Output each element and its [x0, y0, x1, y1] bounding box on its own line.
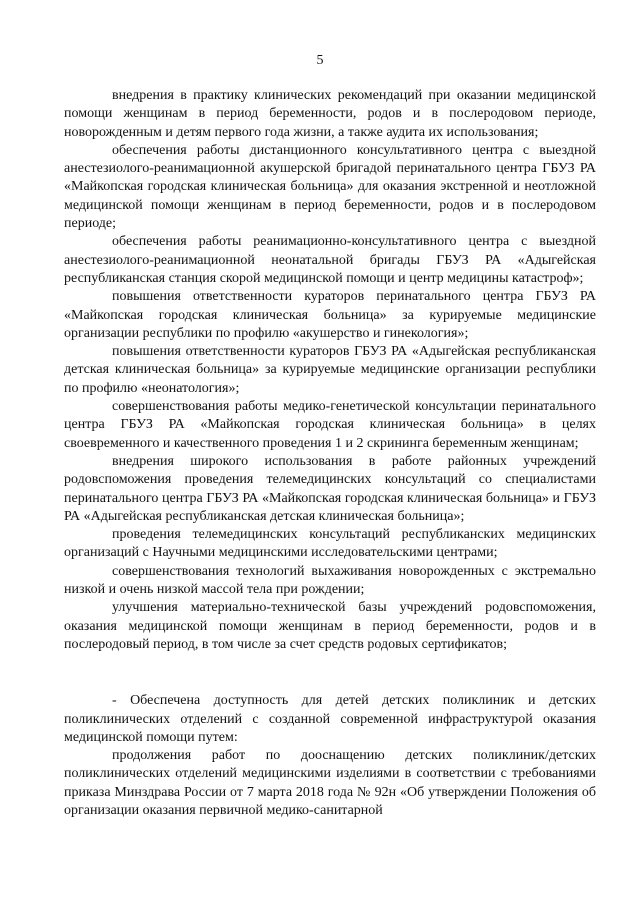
document-body: [64, 87, 596, 820]
page-number: 5: [316, 53, 324, 68]
paragraph-curators-childrens-hospital: повышения ответственности кураторов ГБУЗ РА «Адыгейская республиканская детская клиническая больница» за курируемые медицинские организации республики по профилю «неонатология»;: [64, 344, 596, 396]
paragraph-curators-perinatal: повышения ответственности кураторов перинатального центра ГБУЗ РА «Майкопская городская клиническая больница» за курируемые медицинские организации республики по профилю «акушерство и гинекология»;: [64, 289, 596, 341]
paragraph-material-base: улучшения материально-технической базы учреждений родовспоможения, оказания медицинской помощи женщинам в период беременности, родов и в послеродовый период, в том числе за счет средств родовых сертификатов;: [64, 600, 596, 652]
paragraph-resuscitation-center: обеспечения работы реанимационно-консультативного центра с выездной анестезиолого-реанимационной неонатальной бригады ГБУЗ РА «Адыгейская республиканская станция скорой медицинской помощи и центр медицины катастроф»;: [64, 234, 596, 286]
paragraph-telemedicine-research-centers: проведения телемедицинских консультаций республиканских медицинских организаций с Научными медицинскими исследовательскими центрами;: [64, 527, 596, 561]
paragraph-remote-consulting-center: обеспечения работы дистанционного консультативного центра с выездной анестезиолого-реанимационной акушерской бригадой перинатального центра ГБУЗ РА «Майкопская городская клиническая больница» для оказания экстренной и неотложной медицинской помощи женщинам в период беременности, родов и в послеродовом периоде;: [64, 142, 596, 232]
paragraph-equipment-order: продолжения работ по дооснащению детских поликлиник/детских поликлинических отделений медицинскими изделиями в соответствии с требованиями приказа Минздрава России от 7 марта 2018 года № 92н «Об утверждении Положения об организации оказания первичной медико-санитарной: [64, 748, 596, 818]
paragraph-newborn-nursing: совершенствования технологий выхаживания новорожденных с экстремально низкой и очень низкой массой тела при рождении;: [64, 563, 596, 598]
paragraph-clinical-recommendations: внедрения в практику клинических рекомендаций при оказании медицинской помощи женщинам в период беременности, родов и в послеродовом периоде, новорожденным и детям первого года жизни, а также аудита их использования;: [64, 88, 596, 140]
paragraph-childrens-polyclinics-intro: - Обеспечена доступность для детей детских поликлиник и детских поликлинических отделений с созданной современной инфраструктурой оказания медицинской помощи путем:: [64, 693, 596, 745]
paragraph-genetic-consultation: совершенствования работы медико-генетической консультации перинатального центра ГБУЗ РА «Майкопская городская клиническая больница» в целях своевременного и качественного проведения 1 и 2 скрининга беременным женщинам;: [64, 399, 596, 451]
paragraph-gap: [64, 654, 596, 692]
paragraph-telemedicine-district: внедрения широкого использования в работе районных учреждений родовспоможения проведения телемедицинских консультаций со специалистами перинатального центра ГБУЗ РА «Майкопская городская клиническая больница» и ГБУЗ РА «Адыгейская республиканская детская клиническая больница»;: [64, 453, 596, 524]
